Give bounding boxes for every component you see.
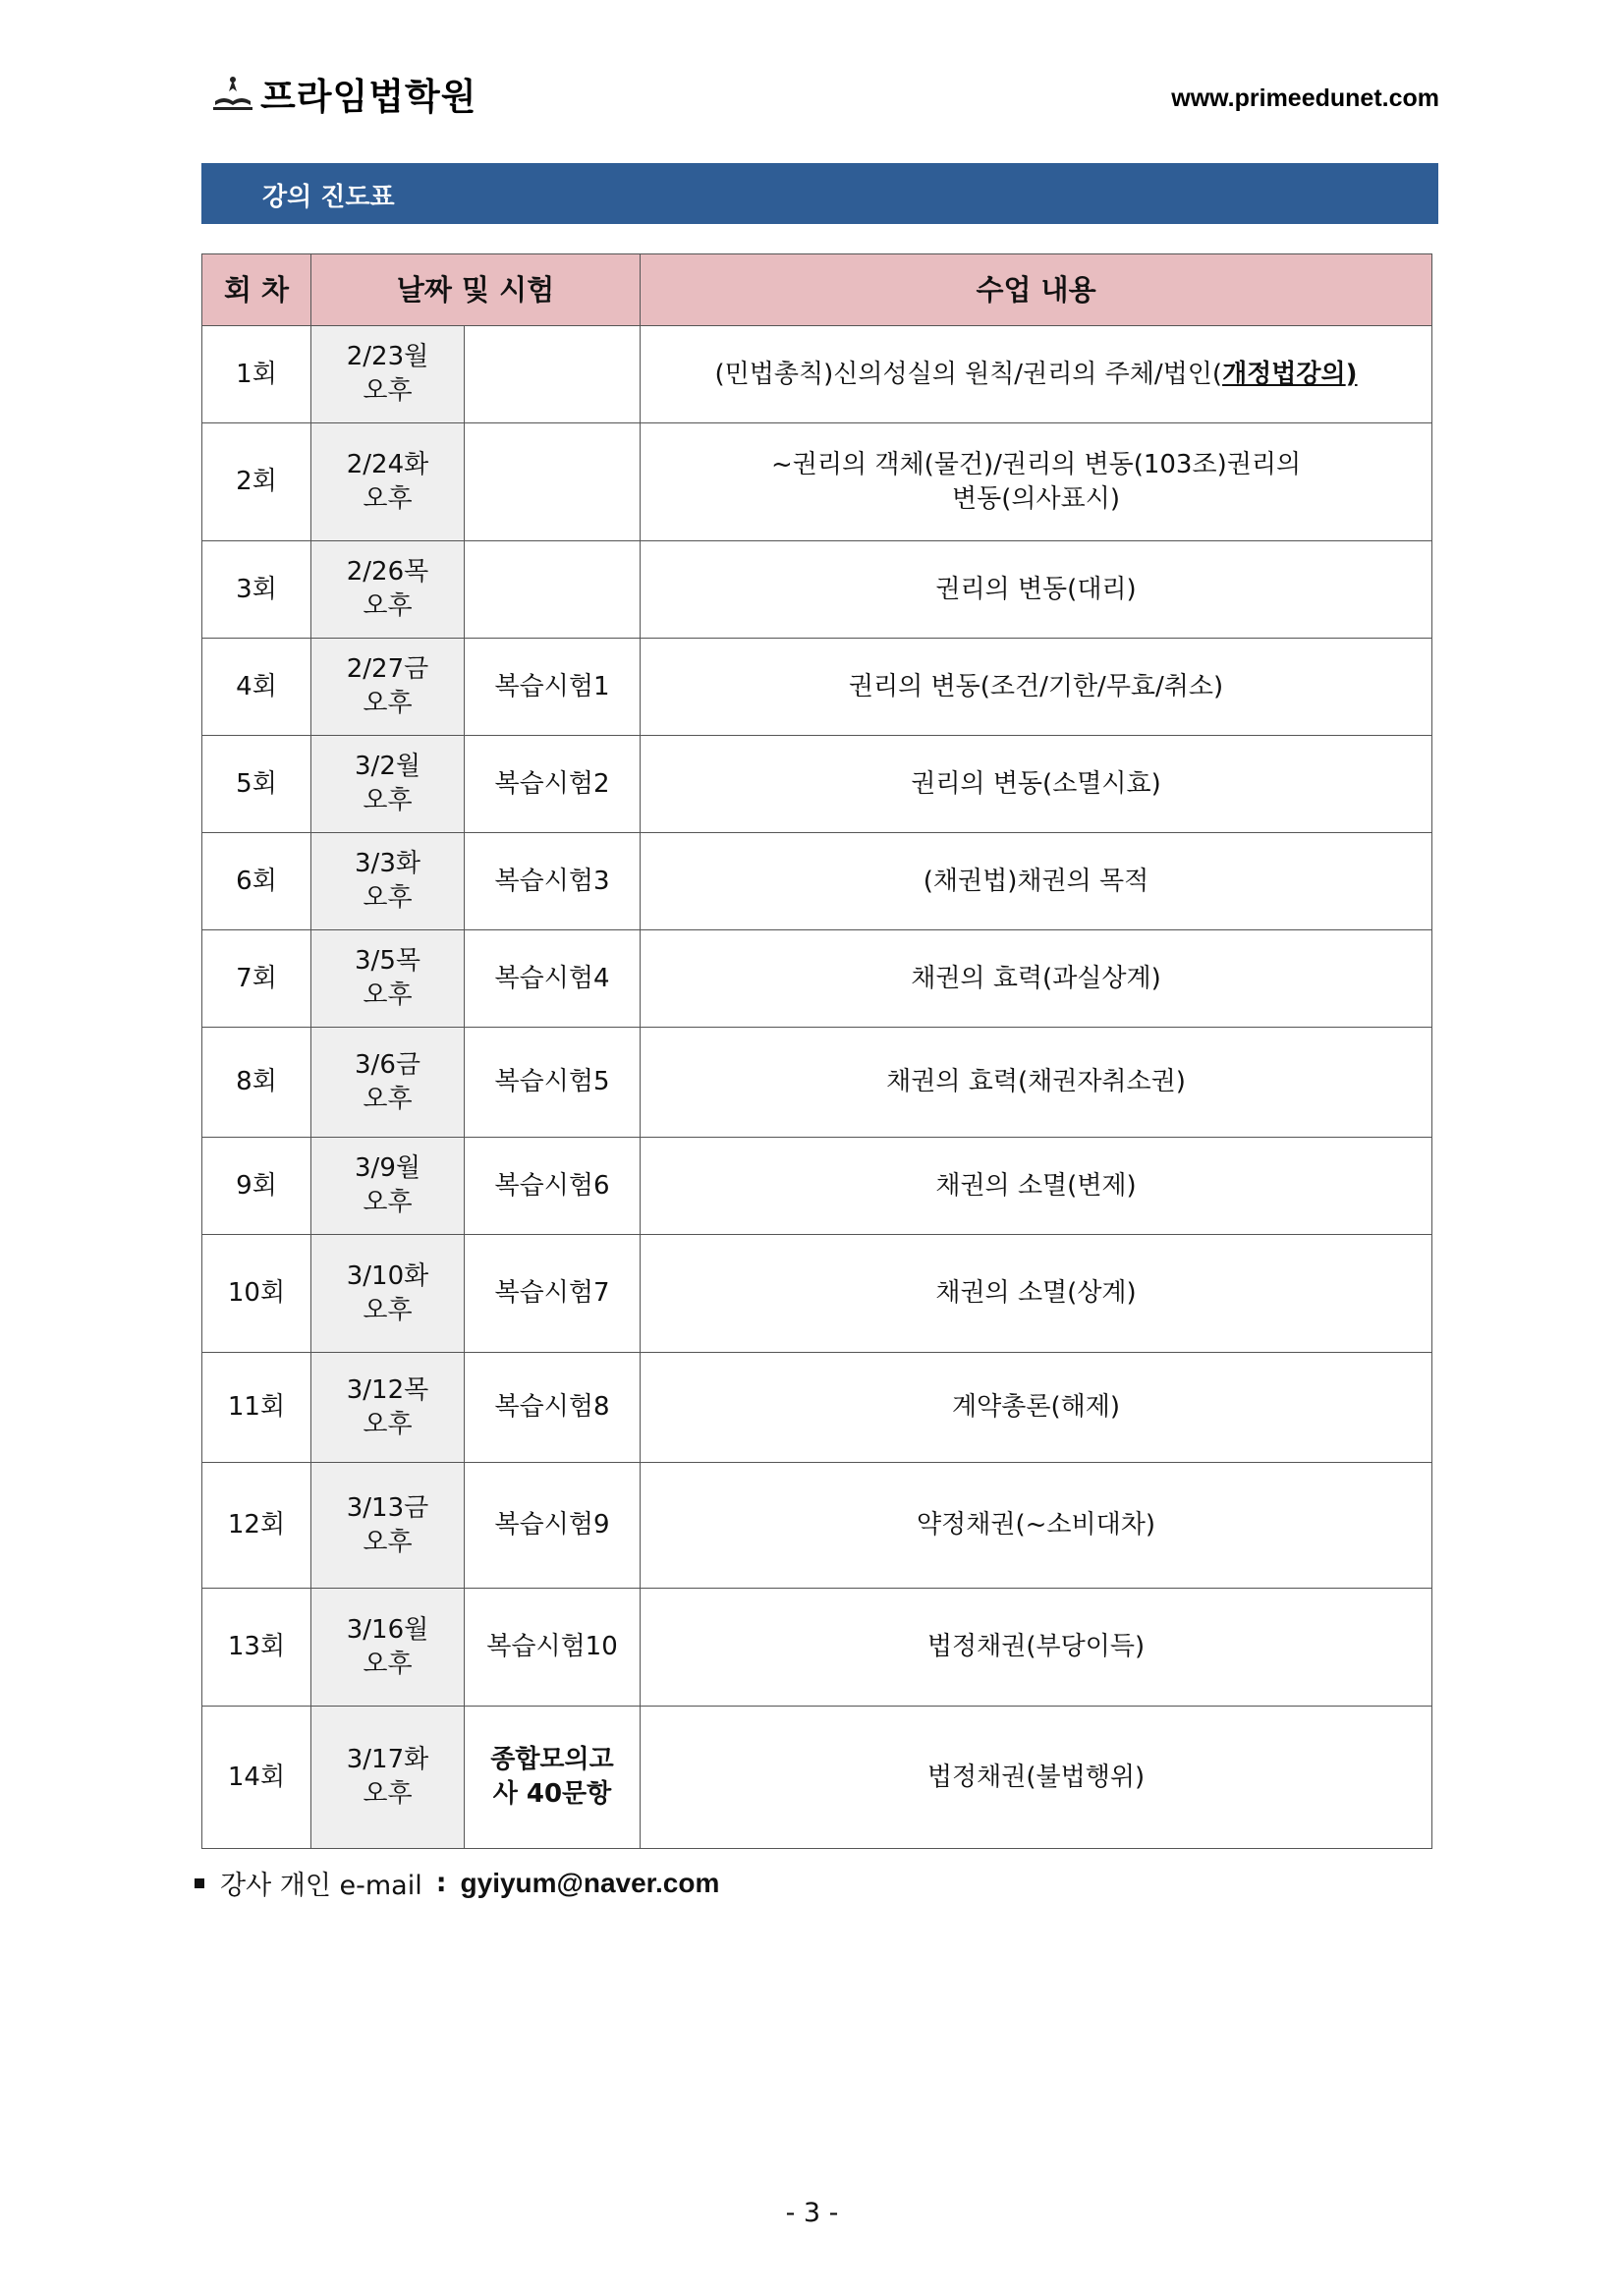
date-cell <box>311 930 465 1028</box>
time-text: 오후 <box>363 1779 413 1809</box>
time-text: 오후 <box>363 689 413 718</box>
header-content: 수업 내용 <box>641 254 1432 326</box>
content-tail: ) <box>1345 359 1358 389</box>
time-text: 오후 <box>363 1527 413 1557</box>
content-cell: 채권의 소멸(상계) <box>641 1235 1432 1353</box>
session-cell: 7회 <box>202 930 311 1028</box>
content-cell: 법정채권(불법행위) <box>641 1707 1432 1849</box>
table-row <box>202 930 1432 1028</box>
date-text: 3/9월 <box>355 1153 420 1183</box>
session-cell: 10회 <box>202 1235 311 1353</box>
time-text: 오후 <box>363 591 413 621</box>
date-text: 3/2월 <box>355 752 420 781</box>
exam-text: 종합모의고 <box>490 1745 614 1774</box>
time-text: 오후 <box>363 1409 413 1439</box>
date-cell <box>311 1353 465 1463</box>
date-text: 3/16월 <box>346 1614 429 1645</box>
date-cell <box>311 1138 465 1235</box>
header-date-exam: 날짜 및 시험 <box>311 254 641 326</box>
session-cell: 4회 <box>202 639 311 736</box>
content-cell: 약정채권(~소비대차) <box>641 1463 1432 1589</box>
time-text: 오후 <box>363 1084 413 1114</box>
date-text: 3/17화 <box>346 1745 429 1774</box>
header-session: 회 차 <box>202 254 311 326</box>
exam-cell: 복습시험4 <box>465 930 641 1028</box>
table-row <box>202 736 1432 833</box>
email-label: 강사 개인 e-mail <box>220 1871 422 1901</box>
content-cell: 권리의 변동(조건/기한/무효/취소) <box>641 639 1432 736</box>
table-row <box>202 1463 1432 1589</box>
page-header <box>211 67 1439 126</box>
content-text: ~권리의 객체(물건)/권리의 변동(103조)권리의 <box>770 449 1302 479</box>
date-cell <box>311 423 465 541</box>
content-text: (민법총칙)신의성실의 원칙/권리의 주체/법인( <box>714 359 1223 389</box>
table-row <box>202 639 1432 736</box>
exam-cell <box>465 1707 641 1849</box>
content-cell: 계약총론(해제) <box>641 1353 1432 1463</box>
table-row <box>202 423 1432 541</box>
time-text: 오후 <box>363 980 413 1010</box>
date-cell <box>311 1235 465 1353</box>
time-text: 오후 <box>363 483 413 514</box>
exam-cell <box>465 541 641 639</box>
date-text: 3/12목 <box>346 1374 429 1405</box>
content-cell <box>641 423 1432 541</box>
content-emphasis: 개정법강의 <box>1222 359 1346 389</box>
table-row <box>202 326 1432 423</box>
session-cell: 3회 <box>202 541 311 639</box>
academy-logo <box>211 67 476 120</box>
exam-cell: 복습시험2 <box>465 736 641 833</box>
instructor-email-line <box>195 1864 719 1902</box>
logo-text: 프라임법학원 <box>260 76 477 118</box>
content-cell: 법정채권(부당이득) <box>641 1589 1432 1707</box>
table-row <box>202 1353 1432 1463</box>
section-title-bar <box>201 163 1438 224</box>
table-row <box>202 1589 1432 1707</box>
exam-text-line2: 사 40문항 <box>492 1779 612 1809</box>
date-cell <box>311 1463 465 1589</box>
session-cell: 2회 <box>202 423 311 541</box>
session-cell: 13회 <box>202 1589 311 1707</box>
session-cell: 9회 <box>202 1138 311 1235</box>
time-text: 오후 <box>363 1649 413 1679</box>
content-cell: 채권의 소멸(변제) <box>641 1138 1432 1235</box>
date-cell <box>311 326 465 423</box>
exam-cell: 복습시험7 <box>465 1235 641 1353</box>
content-cell <box>641 326 1432 423</box>
date-text: 3/3화 <box>355 849 420 878</box>
exam-cell: 복습시험3 <box>465 833 641 930</box>
date-cell <box>311 736 465 833</box>
time-text: 오후 <box>363 1188 413 1217</box>
time-text: 오후 <box>363 1295 413 1325</box>
section-title: 강의 진도표 <box>262 183 395 212</box>
content-cell: 권리의 변동(대리) <box>641 541 1432 639</box>
lecture-schedule-table <box>201 253 1432 1849</box>
session-cell: 5회 <box>202 736 311 833</box>
email-colon: : <box>435 1868 447 1898</box>
date-text: 2/26목 <box>346 557 429 587</box>
date-text: 2/24화 <box>346 449 429 479</box>
time-text: 오후 <box>363 883 413 913</box>
date-cell <box>311 541 465 639</box>
session-cell: 6회 <box>202 833 311 930</box>
exam-cell: 복습시험10 <box>465 1589 641 1707</box>
session-cell: 8회 <box>202 1028 311 1138</box>
site-url[interactable]: www.primeedunet.com <box>1171 84 1439 112</box>
date-cell <box>311 639 465 736</box>
session-cell: 1회 <box>202 326 311 423</box>
content-cell: (채권법)채권의 목적 <box>641 833 1432 930</box>
exam-cell: 복습시험9 <box>465 1463 641 1589</box>
book-logo-icon <box>211 72 254 115</box>
time-text: 오후 <box>363 786 413 815</box>
instructor-email[interactable]: gyiyum@naver.com <box>460 1867 720 1898</box>
exam-cell <box>465 423 641 541</box>
table-row <box>202 1028 1432 1138</box>
table-row <box>202 1138 1432 1235</box>
content-text-line2: 변동(의사표시) <box>952 483 1120 514</box>
exam-cell: 복습시험6 <box>465 1138 641 1235</box>
table-row <box>202 833 1432 930</box>
bullet-square-icon <box>195 1878 204 1888</box>
content-cell: 채권의 효력(과실상계) <box>641 930 1432 1028</box>
page-number: - 3 - <box>785 2198 839 2228</box>
table-row <box>202 541 1432 639</box>
session-cell: 12회 <box>202 1463 311 1589</box>
content-cell: 채권의 효력(채권자취소권) <box>641 1028 1432 1138</box>
table-row <box>202 1707 1432 1849</box>
exam-cell <box>465 326 641 423</box>
session-cell: 14회 <box>202 1707 311 1849</box>
exam-cell: 복습시험5 <box>465 1028 641 1138</box>
exam-cell: 복습시험1 <box>465 639 641 736</box>
date-cell <box>311 833 465 930</box>
date-text: 2/23월 <box>346 342 429 371</box>
date-cell <box>311 1589 465 1707</box>
date-text: 3/13금 <box>346 1492 429 1523</box>
table-header-row <box>202 254 1432 326</box>
table-row <box>202 1235 1432 1353</box>
date-cell <box>311 1028 465 1138</box>
session-cell: 11회 <box>202 1353 311 1463</box>
time-text: 오후 <box>363 376 413 406</box>
date-text: 3/10화 <box>346 1260 429 1291</box>
date-text: 2/27금 <box>346 654 429 684</box>
date-text: 3/6금 <box>355 1049 420 1080</box>
date-text: 3/5목 <box>355 946 420 976</box>
exam-cell: 복습시험8 <box>465 1353 641 1463</box>
date-cell <box>311 1707 465 1849</box>
content-cell: 권리의 변동(소멸시효) <box>641 736 1432 833</box>
